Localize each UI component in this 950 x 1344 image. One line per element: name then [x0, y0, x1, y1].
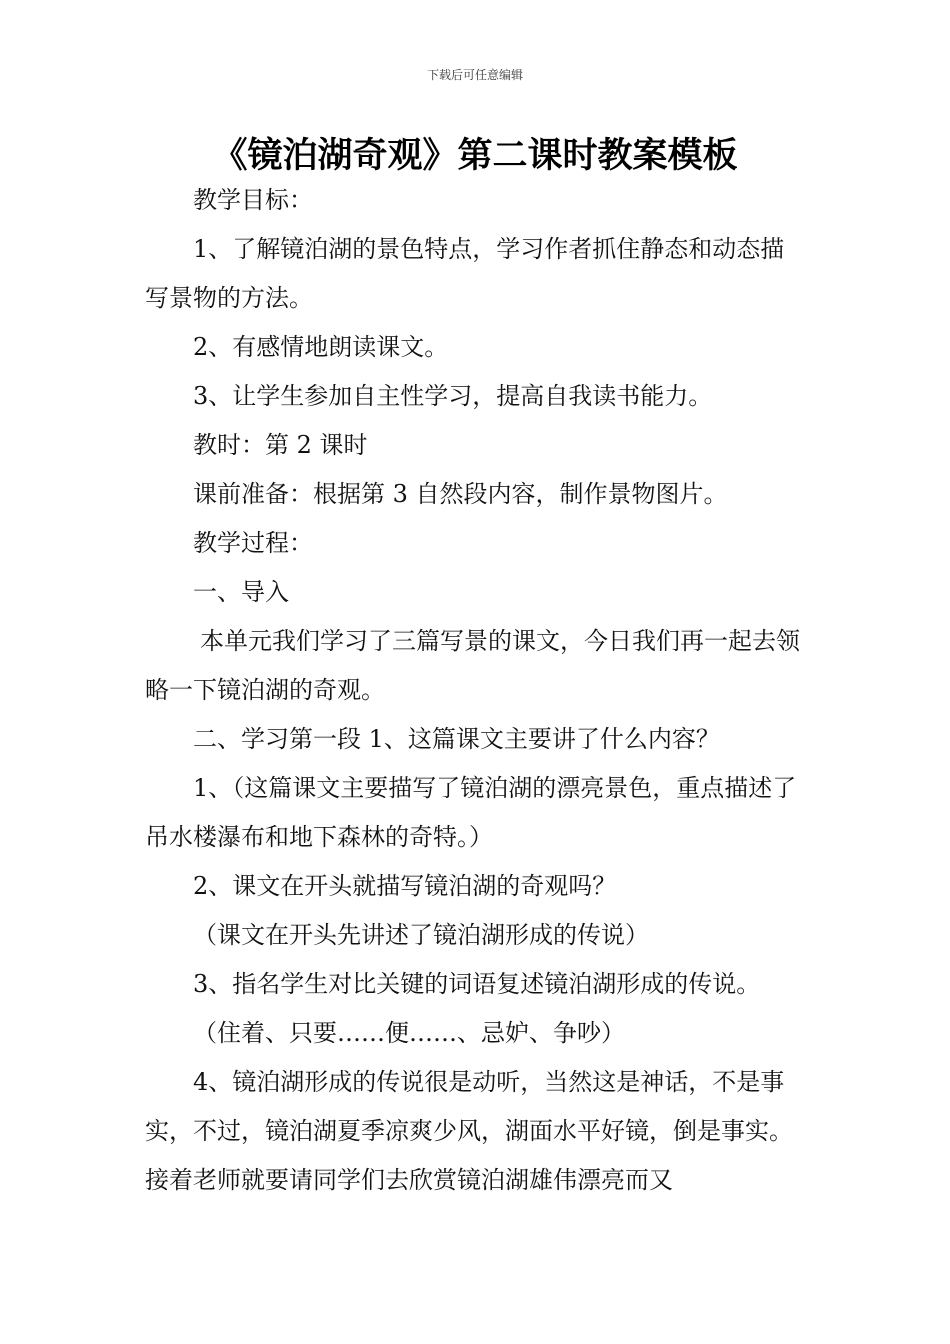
paragraph: 二、学习第一段 1、这篇课文主要讲了什么内容？ [193, 725, 720, 753]
paragraph: 教学目标： [193, 186, 313, 214]
paragraph: 教学过程： [193, 529, 313, 557]
paragraph: 3、让学生参加自主性学习，提高自我读书能力。 [193, 382, 713, 410]
paragraph: 本单元我们学习了三篇写景的课文，今日我们再一起去领略一下镜泊湖的奇观。 [145, 627, 800, 704]
paragraph: （课文在开头先讲述了镜泊湖形成的传说） [193, 921, 649, 949]
paragraph: （住着、只要……便……、忌妒、争吵） [193, 1019, 625, 1047]
page-header: 下载后可任意编辑 [426, 68, 523, 82]
paragraph: 1、了解镜泊湖的景色特点，学习作者抓住静态和动态描写景物的方法。 [145, 235, 785, 312]
paragraph: 3、指名学生对比关键的词语复述镜泊湖形成的传说。 [193, 970, 761, 998]
document-body [145, 176, 807, 1205]
paragraph: 2、课文在开头就描写镜泊湖的奇观吗？ [193, 872, 617, 900]
paragraph: 课前准备：根据第 3 自然段内容，制作景物图片。 [193, 480, 728, 508]
paragraph: 1、（这篇课文主要描写了镜泊湖的漂亮景色，重点描述了吊水楼瀑布和地下森林的奇特。） [145, 774, 797, 851]
paragraph: 一、导入 [193, 578, 289, 606]
document-title: 《镜泊湖奇观》第二课时教案模板 [212, 136, 738, 176]
paragraph: 教时：第 2 课时 [193, 431, 368, 459]
paragraph: 4、镜泊湖形成的传说很是动听，当然这是神话，不是事实，不过，镜泊湖夏季凉爽少风，湖面水平好镜，倒是事实。接着老师就要请同学们去欣赏镜泊湖雄伟漂亮而又 [145, 1068, 793, 1194]
paragraph: 2、有感情地朗读课文。 [193, 333, 449, 361]
